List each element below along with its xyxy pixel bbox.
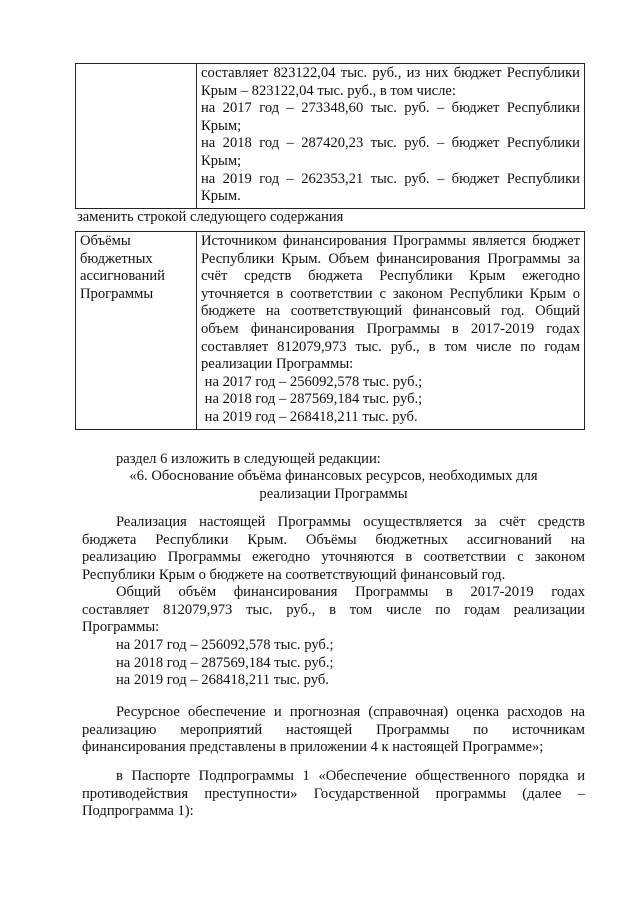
paragraph-resources [82, 704, 585, 757]
paragraph-line: Подпрограмма 1): [82, 803, 194, 820]
paragraph-line: Ресурсное обеспечение и прогнозная (справочная) оценка расходов на [116, 704, 585, 720]
section-title [82, 468, 585, 503]
table-cell-right [197, 64, 585, 209]
table-line: составляет 812079,973 тыс. руб., в том числе по годам [201, 338, 580, 355]
paragraph-line: реализацию Программы ежегодно уточняются в соответствии с законом [82, 549, 585, 566]
table-line: на 2017 год – 256092,578 тыс. руб.; [201, 373, 423, 390]
table-cell-left [76, 64, 197, 209]
table-line: Крым; [201, 117, 242, 134]
table-line: составляет 823122,04 тыс. руб., из них бюджет Республики [201, 65, 580, 81]
table-line: на 2017 год – 273348,60 тыс. руб. – бюджет Республики [201, 100, 580, 117]
paragraph-line: составляет 812079,973 тыс. руб., в том числе по годам реализации [82, 601, 585, 618]
paragraph-passport [82, 768, 585, 821]
table-line: бюджетных [80, 250, 153, 267]
list-item: на 2017 год – 256092,578 тыс. руб.; [116, 637, 334, 653]
table-line: уточняется в соответствии с законом Республики Крым о [201, 285, 580, 302]
table-cell-left [76, 232, 197, 430]
paragraph-line: реализацию мероприятий настоящей Программы по источникам [82, 721, 585, 738]
table-line: Крым – 823122,04 тыс. руб., в том числе: [201, 82, 456, 99]
section-intro: раздел 6 изложить в следующей редакции: [116, 451, 381, 467]
table-row [76, 232, 585, 430]
table-line: ассигнований [80, 268, 165, 285]
list-item: на 2018 год – 287569,184 тыс. руб.; [116, 654, 334, 671]
years-list [116, 637, 334, 690]
table-line: на 2019 год – 268418,211 тыс. руб. [201, 408, 418, 425]
table-line: Программы [80, 285, 154, 302]
paragraph-line: финансирования представлены в приложении 4 к настоящей Программе»; [82, 739, 544, 756]
old-funding-table [75, 63, 585, 209]
table-line: на 2018 год – 287420,23 тыс. руб. – бюджет Республики [201, 135, 580, 152]
new-funding-table [75, 231, 585, 430]
table-line: реализации Программы: [201, 356, 354, 373]
paragraph-line: Реализация настоящей Программы осуществляется за счёт средств [116, 514, 585, 530]
list-item: на 2019 год – 268418,211 тыс. руб. [116, 672, 329, 689]
table-line: Крым. [201, 188, 241, 205]
paragraph-line: в Паспорте Подпрограммы 1 «Обеспечение общественного порядка и [116, 768, 585, 784]
table-cell-right [197, 232, 585, 430]
paragraph-total [82, 584, 585, 637]
table-line: Крым; [201, 152, 242, 169]
table-line: на 2019 год – 262353,21 тыс. руб. – бюджет Республики [201, 170, 580, 187]
table-line: счёт средств бюджета Республики Крым ежегодно [201, 268, 580, 285]
section-title-line: «6. Обоснование объёма финансовых ресурсов, необходимых для [129, 468, 538, 484]
section-title-line: реализации Программы [259, 485, 408, 502]
paragraph-line: противодействия преступности» Государственной программы (далее – [82, 785, 585, 802]
table-line: объем финансирования Программы в 2017-2019 годах [201, 320, 580, 337]
table-line: бюджете на соответствующий финансовый год. Общий [201, 303, 580, 320]
table-row [76, 64, 585, 209]
table-line: Источником финансирования Программы является бюджет [201, 233, 580, 249]
paragraph-line: бюджета Республики Крым. Объёмы бюджетных ассигнований на [82, 531, 585, 548]
paragraph-line: Программы: [82, 619, 160, 636]
replace-instruction: заменить строкой следующего содержания [77, 209, 344, 225]
paragraph-line: Общий объём финансирования Программы в 2017-2019 годах [116, 584, 585, 600]
table-line: на 2018 год – 287569,184 тыс. руб.; [201, 391, 423, 408]
table-line: Объёмы [80, 233, 131, 249]
table-line: Республики Крым. Объем финансирования Программы за [201, 250, 580, 267]
paragraph-line: Республики Крым о бюджете на соответствующий финансовый год. [82, 566, 506, 583]
paragraph-financing [82, 514, 585, 584]
